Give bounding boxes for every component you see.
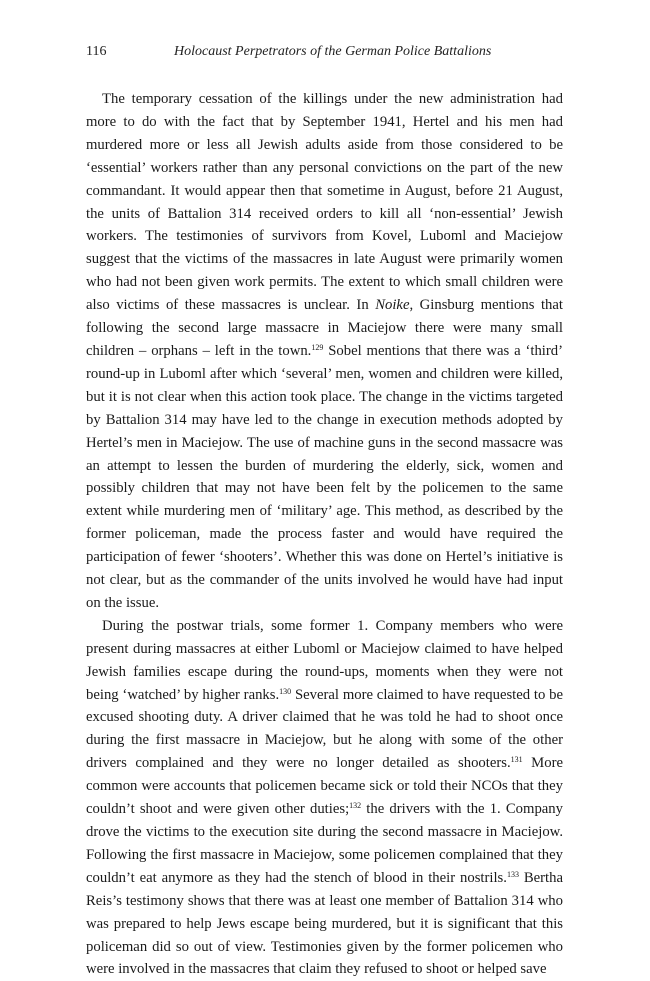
body-text — [86, 88, 563, 981]
text-run: Sobel mentions that there was a ‘third’ round-up in Luboml after which ‘several’ men, women and children were killed, but it is not clear when this action took place. The change in the victims targeted by Battalion 314 may have led to the change in execution methods adopted by Hertel’s men in Maciejow. The use of machine guns in the second massacre was an attempt to lessen the burden of murdering the elderly, sick, women and possibly children that may not have been felt by the policemen to the same extent while murdering men of ‘military’ age. This method, as described by the former policeman, made the process faster and would have required the participation of fewer ‘shooters’. Whether this was done on Hertel’s initiative is not clear, but as the commander of the units involved he would have had input on the issue. — [86, 342, 563, 611]
text-run: , Ginsburg mentions that following the second large massacre in Maciejow there were many small children – orphans – left in the town. — [86, 297, 564, 359]
text-run: During the postwar trials, some former 1. Company members who were present during massacres at either Luboml or Maciejow claimed to have helped Jewish families escape during the round-ups, moments when they were not being ‘watched’ by higher ranks. — [86, 617, 563, 703]
paragraph-1 — [86, 88, 563, 615]
running-title: Holocaust Perpetrators of the German Police Battalions — [174, 44, 492, 59]
text-run: the drivers with the 1. Company drove the victims to the execution site during the second massacre in Maciejow. Following the first massacre in Maciejow, some policemen complained that they couldn’t eat anymore as they had the stench of blood in their nostrils. — [86, 801, 563, 886]
footnote-ref-130[interactable]: 130 — [279, 686, 292, 696]
paragraph-2 — [86, 615, 563, 981]
footnote-ref-129[interactable]: 129 — [311, 342, 324, 352]
text-run: The temporary cessation of the killings under the new administration had more to do with the fact that by September 1941, Hertel and his men had murdered more or less all Jewish adults aside from those considered to be ‘essential’ workers rather than any personal convictions on the part of the new commandant. It would appear then that sometime in August, before 21 August, the units of Battalion 314 received orders to kill all ‘non-essential’ Jewish workers. The testimonies of survivors from Kovel, Luboml and Maciejow suggest that the victims of the massacres in late August were primarily women who had not been given work permits. The extent to which small children were also victims of these massacres is unclear. In — [86, 91, 563, 314]
italic-title: Noike — [375, 297, 410, 314]
footnote-ref-132[interactable]: 132 — [349, 801, 362, 811]
footnote-ref-133[interactable]: 133 — [506, 869, 519, 879]
footnote-ref-131[interactable]: 131 — [510, 755, 523, 765]
text-run: Several more claimed to have requested to be excused shooting duty. A driver claimed that he was told he had to shoot once during the first massacre in Maciejow, but he along with some of the other drivers complained and they were no longer detailed as shooters. — [86, 686, 564, 772]
page-number: 116 — [86, 44, 107, 59]
text-run: Bertha Reis’s testimony shows that there was at least one member of Battalion 314 who was prepared to help Jews escape being murdered, but it is significant that this policeman did so out of view. Testimonies given by the former policemen who were involved in the massacres that claim they refused to shoot or helped save — [86, 869, 563, 978]
running-head — [86, 44, 566, 66]
text-run: More common were accounts that policemen became sick or told their NCOs that they couldn’t shoot and were given other duties; — [86, 755, 563, 818]
